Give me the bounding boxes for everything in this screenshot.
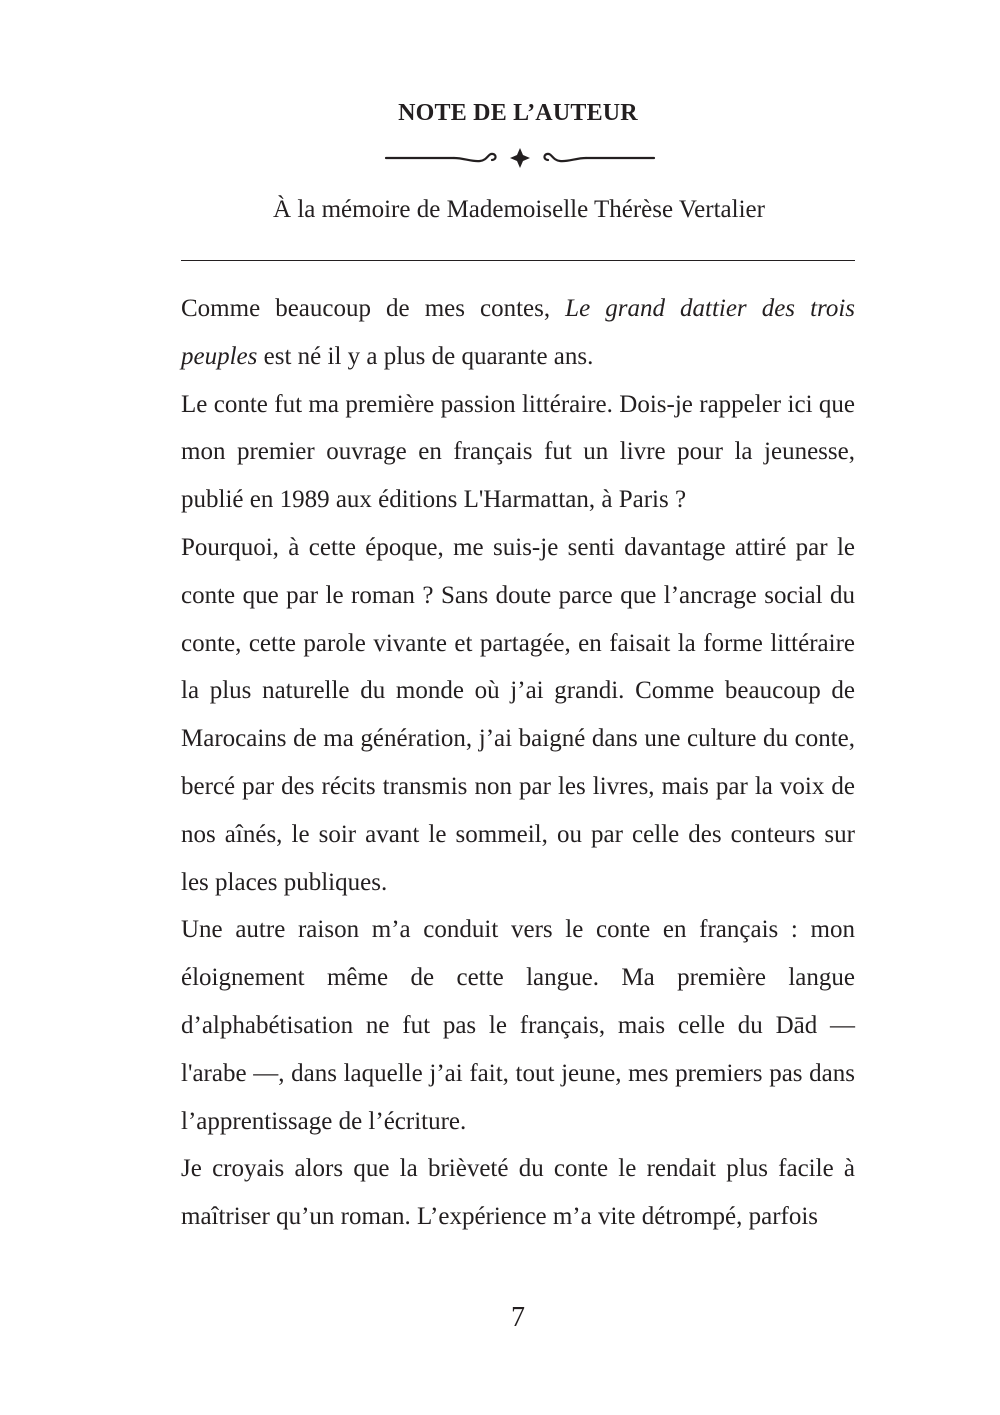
body-text — [181, 285, 855, 1241]
dedication: À la mémoire de Mademoiselle Thérèse Vertalier — [273, 196, 765, 223]
paragraph-text: est né il y a plus de quarante ans. — [257, 342, 594, 370]
paragraph: Le conte fut ma première passion littéraire. Dois-je rappeler ici que mon premier ouvrage en français fut un livre pour la jeunesse, publié en 1989 aux éditions L'Harmattan, à Paris ? — [181, 390, 855, 514]
paragraph: Pourquoi, à cette époque, me suis-je senti davantage attiré par le conte que par le roman ? Sans doute parce que l’ancrage social du conte, cette parole vivante et partagée, en faisait la forme littéraire la plus naturelle du monde où j’ai grandi. Comme beaucoup de Marocains de ma génération, j’ai baigné dans une culture du conte, bercé par des récits transmis non par les livres, mais par la voix de nos aînés, le soir avant le sommeil, ou par celle des conteurs sur les places publiques. — [181, 533, 855, 896]
paragraph: Une autre raison m’a conduit vers le conte en français : mon éloignement même de cette langue. Ma première langue d’alphabétisation ne fut pas le français, mais celle du Dād — l'arabe —, dans laquelle j’ai fait, tout jeune, mes premiers pas dans l’apprentissage de l’écriture. — [181, 916, 855, 1135]
flourish-divider-icon — [384, 145, 656, 171]
paragraph-text: Comme beaucoup de mes contes, — [181, 295, 566, 322]
chapter-heading: NOTE DE L’AUTEUR — [398, 100, 638, 126]
horizontal-rule — [181, 260, 855, 261]
paragraph: Je croyais alors que la brièveté du conte le rendait plus facile à maîtriser qu’un roman. L’expérience m’a vite détrompé, parfois — [181, 1155, 855, 1231]
paragraph — [181, 285, 855, 381]
page-number: 7 — [511, 1302, 525, 1333]
book-title: Le grand dattier des trois peuples — [181, 295, 855, 370]
